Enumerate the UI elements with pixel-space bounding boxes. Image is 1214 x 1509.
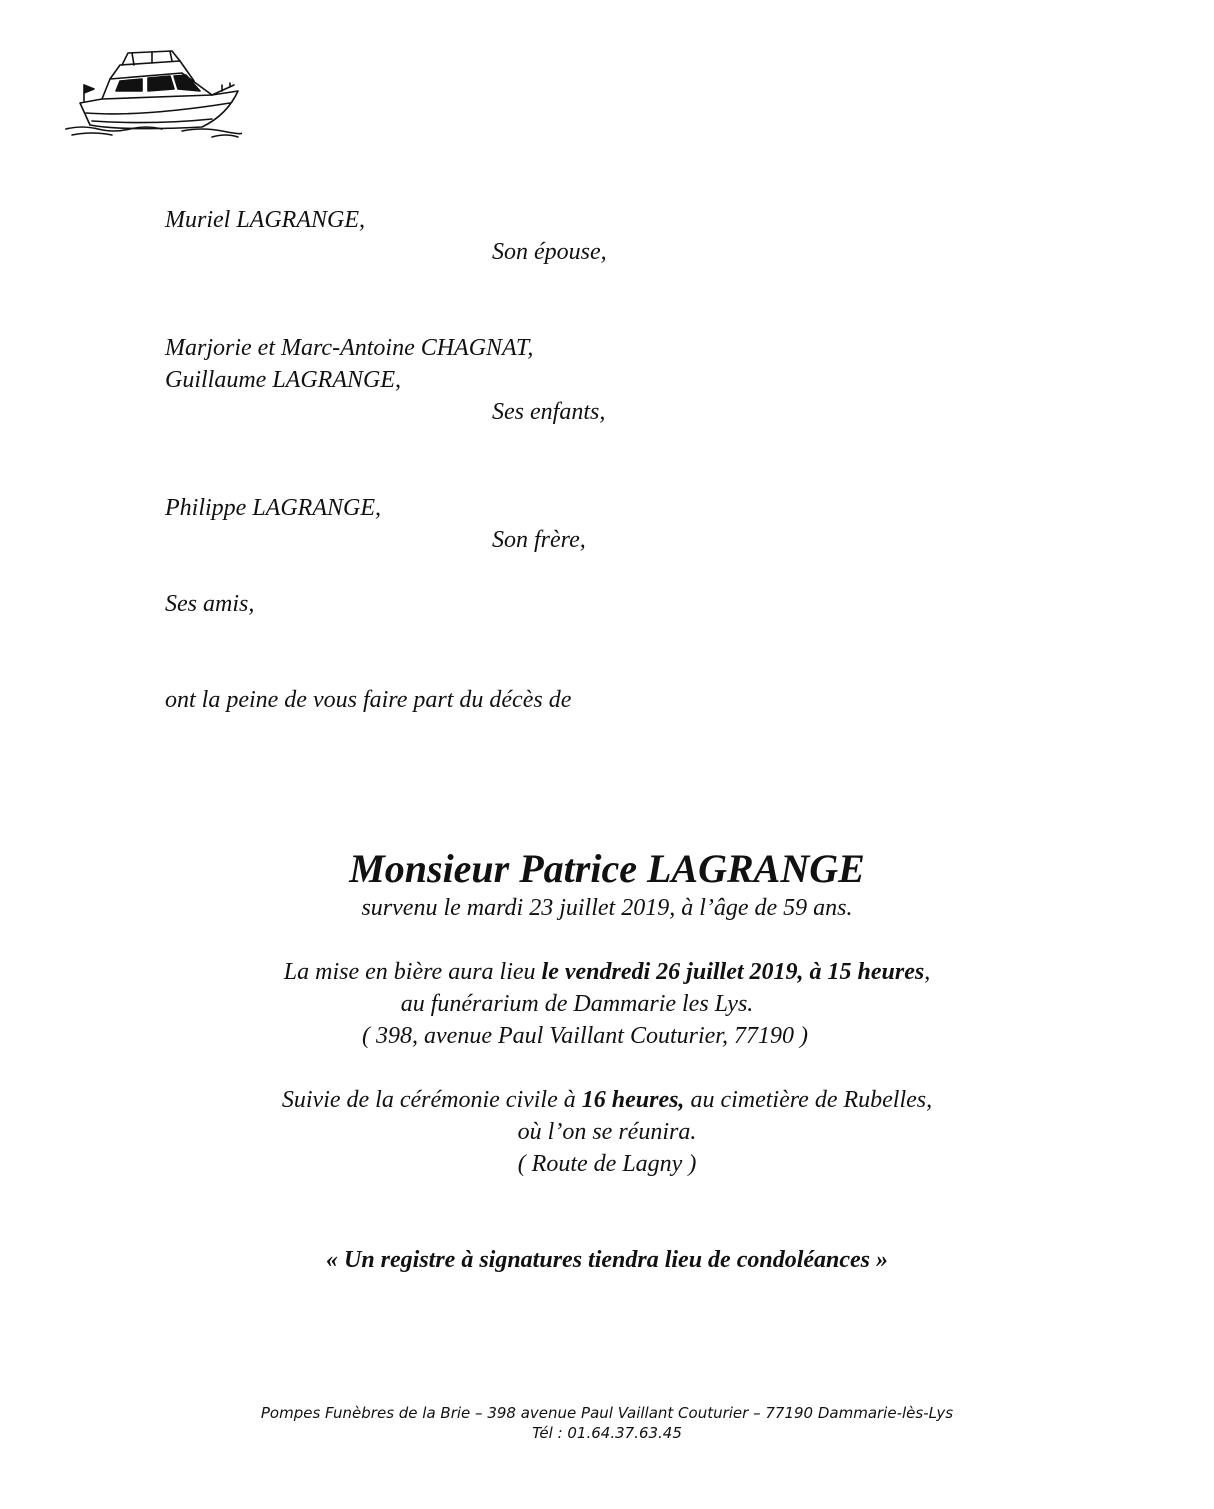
- coffin-place: au funérarium de Dammarie les Lys.: [400, 991, 754, 1017]
- ceremony-time: 16 heures,: [581, 1087, 685, 1113]
- coffin-address: ( 398, avenue Paul Vaillant Couturier, 77190 ): [362, 1023, 808, 1049]
- footer-address: Pompes Funèbres de la Brie – 398 avenue Paul Vaillant Couturier – 77190 Dammarie-lès-Lys: [260, 1404, 954, 1422]
- death-line: survenu le mardi 23 juillet 2019, à l’âge de 59 ans.: [361, 895, 853, 921]
- children-name-2: Guillaume LAGRANGE,: [165, 367, 401, 393]
- children-name-1: Marjorie et Marc-Antoine CHAGNAT,: [165, 335, 534, 361]
- closing-line: « Un registre à signatures tiendra lieu de condoléances »: [325, 1247, 889, 1273]
- ceremony-meeting: où l’on se réunira.: [517, 1119, 697, 1145]
- ceremony-suffix: au cimetière de Rubelles,: [684, 1087, 933, 1113]
- footer-phone: Tél : 01.64.37.63.45: [532, 1424, 682, 1442]
- deceased-name: Monsieur Patrice LAGRANGE: [349, 846, 865, 891]
- brother-name: Philippe LAGRANGE,: [165, 495, 381, 521]
- spouse-relation: Son épouse,: [492, 239, 607, 265]
- ceremony-line: [0, 1084, 1214, 1116]
- boat-icon: [62, 45, 242, 140]
- coffin-line: [0, 956, 1214, 988]
- brother-relation: Son frère,: [492, 527, 586, 553]
- coffin-suffix: ,: [924, 959, 931, 985]
- coffin-date: le vendredi 26 juillet 2019, à 15 heures: [541, 959, 925, 985]
- announcement-line: ont la peine de vous faire part du décès de: [165, 687, 572, 713]
- spouse-name: Muriel LAGRANGE,: [165, 207, 365, 233]
- children-relation: Ses enfants,: [492, 399, 606, 425]
- friends-line: Ses amis,: [165, 591, 255, 617]
- coffin-prefix: La mise en bière aura lieu: [283, 959, 542, 985]
- ceremony-address: ( Route de Lagny ): [517, 1151, 697, 1177]
- ceremony-prefix: Suivie de la cérémonie civile à: [281, 1087, 582, 1113]
